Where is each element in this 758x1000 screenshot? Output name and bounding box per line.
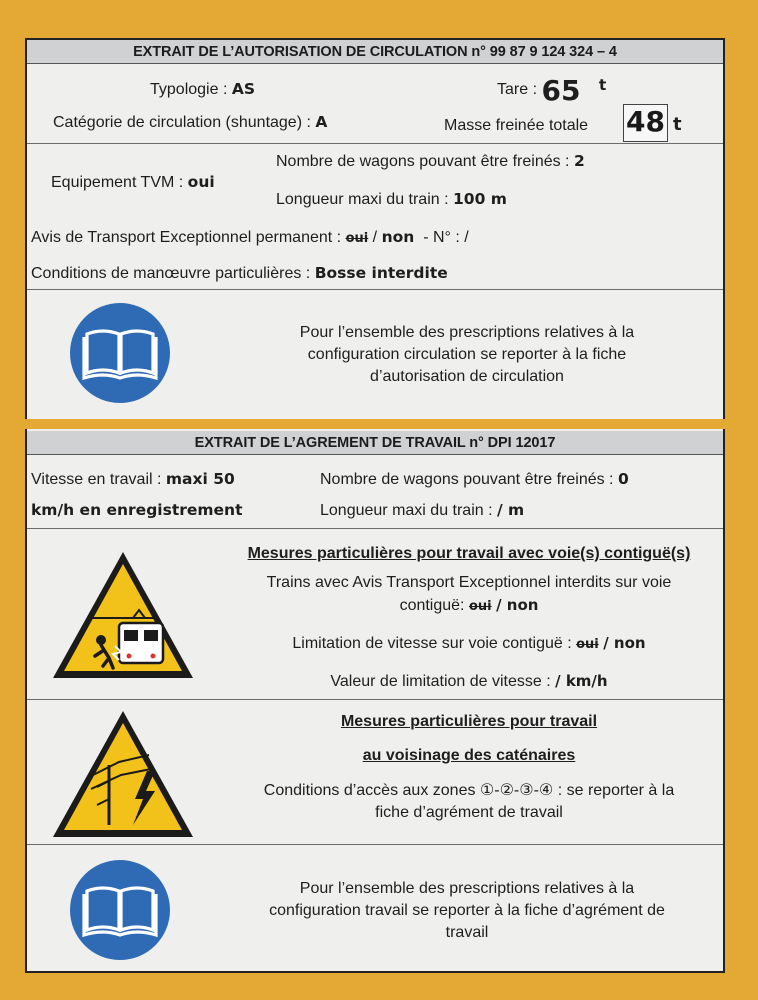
voie-line2 — [227, 594, 711, 618]
masse-label: Masse freinée totale — [444, 117, 589, 134]
voie-line2-label: contiguë: — [399, 597, 465, 614]
vitesse-row-2 — [31, 501, 243, 520]
masse-value: 48 — [626, 105, 665, 138]
book-icon — [65, 858, 175, 962]
book-text-line: configuration travail se reporter à la fiche d’agrément de — [269, 902, 665, 919]
categorie-row — [53, 113, 327, 132]
avis-row — [31, 228, 469, 247]
divider — [27, 528, 723, 529]
wagons-label: Nombre de wagons pouvant être freinés : — [276, 153, 570, 170]
tvm-row — [51, 173, 215, 192]
divider — [27, 699, 723, 700]
section2-header: EXTRAIT DE L’AGREMENT DE TRAVAIL n° DPI 12017 — [27, 431, 723, 455]
conditions-label: Conditions de manœuvre particulières : — [31, 265, 311, 282]
typologie-row — [150, 80, 255, 99]
section1-header: EXTRAIT DE L’AUTORISATION DE CIRCULATION n° 99 87 9 124 324 – 4 — [27, 40, 723, 64]
avis-oui: oui — [345, 231, 369, 246]
longueur2-value: / m — [497, 501, 525, 519]
masse-unit-wrap — [673, 114, 682, 135]
longueur2-label: Longueur maxi du train : — [320, 502, 493, 519]
longueur-label: Longueur maxi du train : — [276, 191, 449, 208]
wagons2-label: Nombre de wagons pouvant être freinés : — [320, 471, 614, 488]
limitation-label: Limitation de vitesse sur voie contiguë : — [292, 635, 572, 652]
valeur-label: Valeur de limitation de vitesse : — [330, 673, 551, 690]
vitesse-value: maxi 50 — [165, 470, 235, 488]
limitation-non: / non — [603, 634, 646, 652]
tvm-value: oui — [187, 173, 215, 191]
avis-num: - N° : / — [423, 229, 469, 246]
book-text-line: travail — [445, 924, 489, 941]
longueur-value: 100 m — [453, 190, 507, 208]
tare-value: 65 — [541, 74, 581, 107]
wagons-row — [276, 152, 585, 171]
categorie-label: Catégorie de circulation (shuntage) : — [53, 114, 311, 131]
avis-non: non — [381, 228, 415, 246]
longueur-row — [276, 190, 507, 209]
tare-unit: t — [598, 76, 607, 94]
masse-value-box — [623, 104, 668, 142]
tare-row — [497, 74, 606, 107]
divider — [27, 143, 723, 144]
avis-sep: / — [372, 229, 378, 246]
limitation-oui: oui — [576, 637, 599, 652]
tare-label: Tare : — [497, 81, 538, 98]
longueur2-row — [320, 501, 524, 520]
vitesse-row — [31, 470, 235, 489]
wagons2-row — [320, 470, 629, 489]
warning-electric-icon — [49, 707, 197, 841]
catenaire-block — [227, 710, 711, 824]
notice-plate — [25, 38, 725, 973]
voie-line2-oui: oui — [468, 599, 492, 614]
masse-unit: t — [673, 114, 682, 135]
typologie-label: Typologie : — [150, 81, 228, 98]
categorie-value: A — [315, 113, 328, 131]
tvm-label: Equipement TVM : — [51, 174, 184, 191]
divider — [27, 289, 723, 290]
book-icon — [65, 301, 175, 405]
vitesse-value-2: km/h en enregistrement — [31, 501, 243, 519]
catenaire-line2: fiche d’agrément de travail — [375, 804, 563, 821]
conditions-value: Bosse interdite — [314, 264, 448, 282]
book-text-line: Pour l’ensemble des prescriptions relatives à la — [299, 324, 635, 341]
conditions-row — [31, 264, 448, 283]
avis-label: Avis de Transport Exceptionnel permanent : — [31, 229, 342, 246]
voie-line1: Trains avec Avis Transport Exceptionnel interdits sur voie — [266, 574, 672, 591]
valeur-line — [227, 670, 711, 693]
book-text-line: d’autorisation de circulation — [370, 368, 564, 385]
book-text-line: configuration circulation se reporter à la fiche — [307, 346, 627, 363]
voie-title: Mesures particulières pour travail avec voie(s) contiguë(s) — [247, 545, 691, 562]
divider — [27, 844, 723, 845]
book-text-2 — [217, 878, 717, 944]
typologie-value: AS — [231, 80, 256, 98]
voie-block — [227, 542, 711, 693]
catenaire-title2: au voisinage des caténaires — [362, 747, 576, 764]
catenaire-line1: Conditions d’accès aux zones ①-②-③-④ : se reporter à la — [263, 782, 675, 799]
warning-train-icon — [49, 548, 197, 682]
wagons2-value: 0 — [617, 470, 629, 488]
section-gap — [25, 419, 725, 429]
valeur-value: / km/h — [555, 672, 608, 690]
limitation-line — [227, 632, 711, 656]
book-text-line: Pour l’ensemble des prescriptions relatives à la — [299, 880, 635, 897]
wagons-value: 2 — [573, 152, 585, 170]
voie-line2-non: / non — [496, 596, 539, 614]
vitesse-label: Vitesse en travail : — [31, 471, 162, 488]
catenaire-title1: Mesures particulières pour travail — [340, 713, 598, 730]
book-text-1 — [227, 322, 707, 388]
